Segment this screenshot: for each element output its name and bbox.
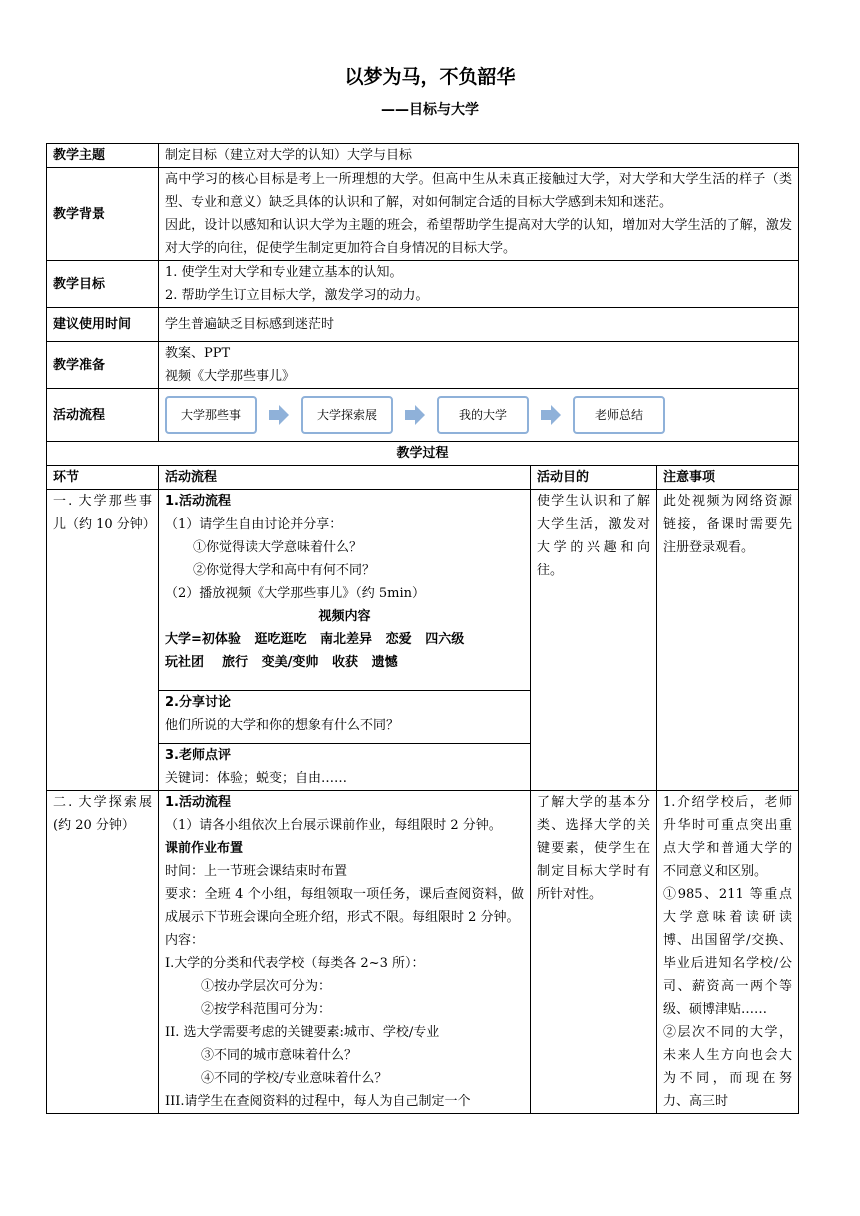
topic-value: 制定目标（建立对大学的认知）大学与目标: [159, 144, 799, 168]
column-header: 注意事项: [657, 466, 799, 490]
flow-step-box: 大学探索展: [301, 396, 393, 434]
video-content-line: 玩社团 旅行 变美/变帅 收获 遗憾: [165, 655, 398, 670]
section1-line: ②你觉得大学和高中有何不同？: [193, 563, 376, 578]
background-value: [159, 168, 799, 261]
background-paragraph-2: 因此，设计以感知和认识大学为主题的班会，希望帮助学生提高对大学的认知，增加对大学生活的了解，激发对大学的向往，促使学生制定更加符合自身情况的目标大学。: [165, 218, 792, 256]
row-time: [47, 308, 799, 342]
content-subitem: ②按学科范围可分为：: [201, 1002, 332, 1017]
flow-arrow-icon: [541, 405, 561, 425]
content-subitem: ③不同的城市意味着什么？: [201, 1048, 358, 1063]
content-item: I.大学的分类和代表学校（每类各 2~3 所）：: [165, 956, 425, 971]
document-title: 以梦为马，不负韶华: [344, 66, 516, 88]
row-section-2: [47, 791, 799, 1114]
homework-title: 课前作业布置: [165, 841, 244, 856]
time-label: 建议使用时间: [47, 308, 159, 342]
content-subitem: ④不同的学校/专业意味着什么？: [201, 1071, 388, 1086]
video-content-title: 视频内容: [318, 609, 371, 624]
section1-note: 此处视频为网络资源链接，备课时需要先注册登录观看。: [657, 490, 799, 791]
time-value: 学生普遍缺乏目标感到迷茫时: [159, 308, 799, 342]
goal-value: [159, 261, 799, 308]
row-prep: [47, 342, 799, 389]
goal-item: 1. 使学生对大学和专业建立基本的认知。: [165, 265, 403, 280]
row-background: [47, 168, 799, 261]
document-subtitle: ——目标与大学: [381, 102, 479, 118]
homework-time: 时间：上一节班会课结束时布置: [165, 864, 348, 879]
section1-line: ①你觉得读大学意味着什么？: [193, 540, 363, 555]
section1-line: （2）播放视频《大学那些事儿》（约 5min）: [165, 586, 426, 601]
section1-block1-title: 1.活动流程: [165, 494, 231, 509]
flow-arrow-icon: [269, 405, 289, 425]
section1-line: （1）请学生自由讨论并分享：: [165, 517, 343, 532]
flow-arrow-icon: [405, 405, 425, 425]
flow-step-box: 大学那些事: [165, 396, 257, 434]
prep-item: 教案、PPT: [165, 346, 231, 361]
row-section-1: [47, 490, 799, 791]
section1-block2-text: 他们所说的大学和你的想象有什么不同？: [165, 718, 400, 733]
section1-stage: 一. 大学那些事儿（约 10 分钟）: [47, 490, 159, 791]
section2-title: 1.活动流程: [165, 795, 231, 810]
column-header: 活动流程: [159, 466, 531, 490]
video-content-line: 大学=初体验 逛吃逛吃 南北差异 恋爱 四六级: [165, 632, 465, 647]
flow-diagram: [159, 389, 799, 442]
column-header: 环节: [47, 466, 159, 490]
section1-activity: [159, 490, 531, 791]
section2-note-line: 1.介绍学校后，老师升华时可重点突出重点大学和普通大学的不同意义和区别。: [663, 795, 792, 879]
background-paragraph-1: 高中学习的核心目标是考上一所理想的大学。但高中生从未真正接触过大学，对大学和大学生活的样子（类型、专业和意义）缺乏具体的认识和了解，对如何制定合适的目标大学感到未知和迷茫。: [165, 172, 792, 210]
flow-step-box: 老师总结: [573, 396, 665, 434]
section1-block3-text: 关键词：体验；蜕变；自由……: [165, 771, 348, 786]
flow-step-box: 我的大学: [437, 396, 529, 434]
row-topic: [47, 144, 799, 168]
content-item: II. 选大学需要考虑的关键要素:城市、学校/专业: [165, 1025, 440, 1040]
goal-label: 教学目标: [47, 261, 159, 308]
row-process-heading: [47, 442, 799, 466]
row-flow: [47, 389, 799, 442]
column-header: 活动目的: [531, 466, 657, 490]
flow-label: 活动流程: [47, 389, 159, 442]
prep-label: 教学准备: [47, 342, 159, 389]
section2-stage: 二. 大学探索展(约 20 分钟）: [47, 791, 159, 1114]
section1-block2-title: 2.分享讨论: [165, 695, 231, 710]
homework-requirement: 要求：全班 4 个小组，每组领取一项任务，课后查阅资料，做成展示下节班会课向全班介绍，形式不限。每组限时 2 分钟。: [165, 887, 524, 925]
lesson-plan-table: [46, 143, 799, 1114]
section2-activity: [159, 791, 531, 1114]
row-goal: [47, 261, 799, 308]
section1-purpose: 使学生认识和了解大学生活，激发对大学的兴趣和向往。: [531, 490, 657, 791]
section2-note: [657, 791, 799, 1114]
section2-line: （1）请各小组依次上台展示课前作业，每组限时 2 分钟。: [165, 818, 502, 833]
goal-item: 2. 帮助学生订立目标大学，激发学习的动力。: [165, 288, 429, 303]
section2-note-line: ①985、211 等重点大学意味着读研读博、出国留学/交换、毕业后进知名学校/公司、薪资高一两个等级、硕博津贴……: [663, 887, 792, 1017]
section1-block3-title: 3.老师点评: [165, 748, 231, 763]
prep-item: 视频《大学那些事儿》: [165, 369, 296, 384]
homework-content-label: 内容：: [165, 933, 205, 948]
process-heading: 教学过程: [47, 442, 799, 466]
section2-note-line: ②层次不同的大学，未来人生方向也会大为不同，而现在努力、高三时: [663, 1025, 792, 1109]
content-subitem: ①按办学层次可分为：: [201, 979, 332, 994]
content-item: III.请学生在查阅资料的过程中，每人为自己制定一个: [165, 1094, 471, 1109]
section2-purpose: 了解大学的基本分类、选择大学的关键要素，使学生在制定目标大学时有所针对性。: [531, 791, 657, 1114]
row-process-columns: [47, 466, 799, 490]
prep-value: [159, 342, 799, 389]
background-label: 教学背景: [47, 168, 159, 261]
topic-label: 教学主题: [47, 144, 159, 168]
